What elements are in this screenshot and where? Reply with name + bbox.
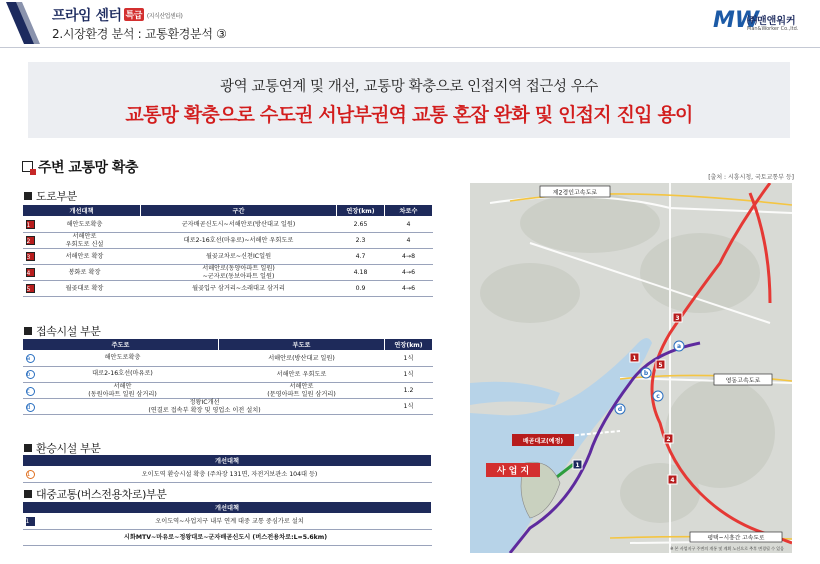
- table-row: [23, 514, 432, 530]
- transfer-subtitle: 환승시설 부분: [24, 440, 100, 456]
- map-label-mid: 영동고속도로: [725, 377, 761, 385]
- transport-map: [470, 183, 792, 553]
- brand-sub: (지식산업센터): [146, 13, 183, 20]
- road-lanes-cell: 4: [385, 217, 433, 233]
- road-name: 해안도로확충: [66, 221, 103, 229]
- road-name-cell: [23, 217, 141, 233]
- logo-mark: MW: [713, 8, 760, 33]
- road-lanes-cell: 4: [385, 233, 433, 249]
- transfer-text: 오이도역 환승시설 확충 (주차장 131면, 자전거보관소 104대 등): [141, 471, 318, 478]
- table-row: [23, 281, 433, 297]
- road-name: 봉화로 확장: [68, 269, 101, 277]
- road-lanes-cell: 4→6: [385, 265, 433, 281]
- letter-badge: d: [26, 403, 35, 412]
- bus-cell: [23, 514, 432, 530]
- road-name-cell: [23, 249, 141, 265]
- banner-line-1: 광역 교통연계 및 개선, 교통망 확충으로 인접지역 접근성 우수: [219, 79, 599, 95]
- map-marker-3: 3: [675, 315, 680, 322]
- connect-main: 대로2-16호선(마유로): [92, 370, 153, 378]
- road-header-cell: 구간: [141, 205, 337, 217]
- table-row: [23, 367, 433, 383]
- bus-header: 개선대책: [23, 502, 432, 514]
- table-row: [23, 351, 433, 367]
- map-marker-c: c: [656, 393, 660, 400]
- road-section-cell: 대로2-16호선(마유로)~서해안 우회도로: [141, 233, 337, 249]
- road-lanes-cell: 4→8: [385, 249, 433, 265]
- transfer-cell: [23, 467, 432, 483]
- bus-cell: [23, 530, 432, 546]
- connect-count-cell: 1식: [385, 399, 433, 415]
- logo-english: Man&Worker Co.,ltd.: [747, 26, 799, 32]
- road-length-cell: 0.9: [337, 281, 385, 297]
- letter-badge: a: [26, 354, 35, 363]
- number-badge: 1: [26, 220, 35, 229]
- connect-sub-cell: 서해안로 우회도로: [219, 367, 385, 383]
- company-logo: [713, 8, 808, 40]
- table-row: [23, 467, 432, 483]
- bus-subtitle: 대중교통(버스전용차로)부분: [24, 486, 167, 502]
- connect-main: 해안도로확충: [104, 354, 141, 362]
- table-row: [23, 530, 432, 546]
- connect-count-cell: 1식: [385, 367, 433, 383]
- road-name: 서해안로 우회도로 신설: [65, 233, 104, 248]
- number-badge: 4: [26, 268, 35, 277]
- connect-header-cell: 주도로: [23, 339, 219, 351]
- brand-name: 프라임 센터: [52, 8, 122, 24]
- road-name: 월곶대로 확장: [65, 285, 104, 293]
- road-section-cell: 군자배곧신도시~서해안로(방산대교 일원): [141, 217, 337, 233]
- header-chevron-icon: [6, 2, 46, 44]
- bus-text: 시화MTV~마유로~정왕대로~군자배곧신도시 (버스전용차로:L=5.6km): [123, 533, 328, 541]
- brand-title: [52, 5, 182, 25]
- map-marker-bus-1: 1: [575, 462, 580, 469]
- bus-text: 오이도역~사업지구 내부 연계 대중 교통 중심가로 설치: [155, 518, 304, 525]
- connect-subtitle: 접속시설 부분: [24, 323, 100, 339]
- map-marker-b: b: [643, 370, 649, 377]
- road-section-cell: 월곶교차로~신천IC일원: [141, 249, 337, 265]
- map-label-bridge: 배곧대교(예정): [522, 438, 564, 445]
- number-badge: 5: [26, 284, 35, 293]
- number-badge: 1: [26, 470, 35, 479]
- page-subtitle: 2.시장환경 분석 : 교통환경분석 ③: [52, 27, 227, 41]
- source-note: [출처 : 시흥시청, 국토교통부 등]: [708, 174, 794, 181]
- connect-header-cell: 연장(km): [385, 339, 433, 351]
- connect-main-cell: [23, 399, 385, 415]
- road-lanes-cell: 4→6: [385, 281, 433, 297]
- connect-table: [22, 338, 433, 415]
- road-name: 서해안로 확장: [65, 253, 104, 261]
- number-badge: 3: [26, 252, 35, 261]
- table-row: [23, 217, 433, 233]
- map-footnote: ※ 본 사업지구 주변의 개통 및 계획 노선으로 추후 변경될 수 있음: [670, 546, 784, 551]
- banner-line-2: 교통망 확충으로 수도권 서남부권역 교통 혼잡 완화 및 인접지 진입 용이: [125, 104, 693, 126]
- section-title: 주변 교통망 확충: [22, 157, 138, 177]
- connect-main-cell: [23, 351, 219, 367]
- table-row: [23, 383, 433, 399]
- road-section-cell: 서해안로(동양아파트 일원) ~군자로(동보아파트 일원): [141, 265, 337, 281]
- number-badge: 1: [26, 517, 35, 526]
- road-name-cell: [23, 233, 141, 249]
- header-divider: [0, 47, 820, 48]
- map-label-top: 제2경인고속도로: [552, 189, 598, 197]
- table-row: [23, 249, 433, 265]
- bus-table: [22, 501, 432, 546]
- letter-badge: b: [26, 370, 35, 379]
- logo-name: ㈜맨앤워커: [747, 16, 796, 27]
- road-section-cell: 월곶입구 삼거리~소래대교 삼거리: [141, 281, 337, 297]
- connect-main: 정왕IC개선 (연결로 접속부 확장 및 영업소 이전 설치): [148, 399, 261, 414]
- map-marker-5: 5: [658, 362, 663, 369]
- road-length-cell: 4.7: [337, 249, 385, 265]
- header: [0, 0, 820, 48]
- road-header-cell: 연장(km): [337, 205, 385, 217]
- connect-header-cell: 부도로: [219, 339, 385, 351]
- map-marker-4: 4: [670, 477, 675, 484]
- connect-count-cell: 1식: [385, 351, 433, 367]
- map-marker-1: 1: [632, 355, 637, 362]
- number-badge: 2: [26, 236, 35, 245]
- map-marker-2: 2: [666, 436, 671, 443]
- road-length-cell: 2.65: [337, 217, 385, 233]
- summary-banner: [28, 62, 790, 138]
- road-header-cell: 개선대책: [23, 205, 141, 217]
- transfer-header: 개선대책: [23, 455, 432, 467]
- table-row: [23, 399, 433, 415]
- map-label-bottom: 평택~시흥간 고속도로: [707, 535, 765, 542]
- connect-main-cell: [23, 383, 219, 399]
- brand-badge: 특급: [124, 8, 144, 21]
- road-header-cell: 차로수: [385, 205, 433, 217]
- table-row: [23, 233, 433, 249]
- road-name-cell: [23, 265, 141, 281]
- map-marker-d: d: [617, 406, 623, 413]
- road-subtitle: 도로부분: [24, 188, 77, 204]
- connect-main: 서해안 (동원아파트 일원 삼거리): [88, 383, 157, 398]
- road-table: [22, 204, 433, 297]
- transfer-table: [22, 454, 432, 483]
- letter-badge: c: [26, 387, 35, 396]
- connect-sub-cell: 서해안로(방산대교 일원): [219, 351, 385, 367]
- connect-sub-cell: 서해안로 (문영아파트 일원 삼거리): [219, 383, 385, 399]
- map-marker-a: a: [676, 343, 682, 350]
- section-marker-icon: [22, 161, 33, 172]
- table-row: [23, 265, 433, 281]
- map-label-site: 사 업 지: [496, 466, 530, 477]
- road-length-cell: 2.3: [337, 233, 385, 249]
- road-length-cell: 4.18: [337, 265, 385, 281]
- connect-count-cell: 1.2: [385, 383, 433, 399]
- road-name-cell: [23, 281, 141, 297]
- connect-main-cell: [23, 367, 219, 383]
